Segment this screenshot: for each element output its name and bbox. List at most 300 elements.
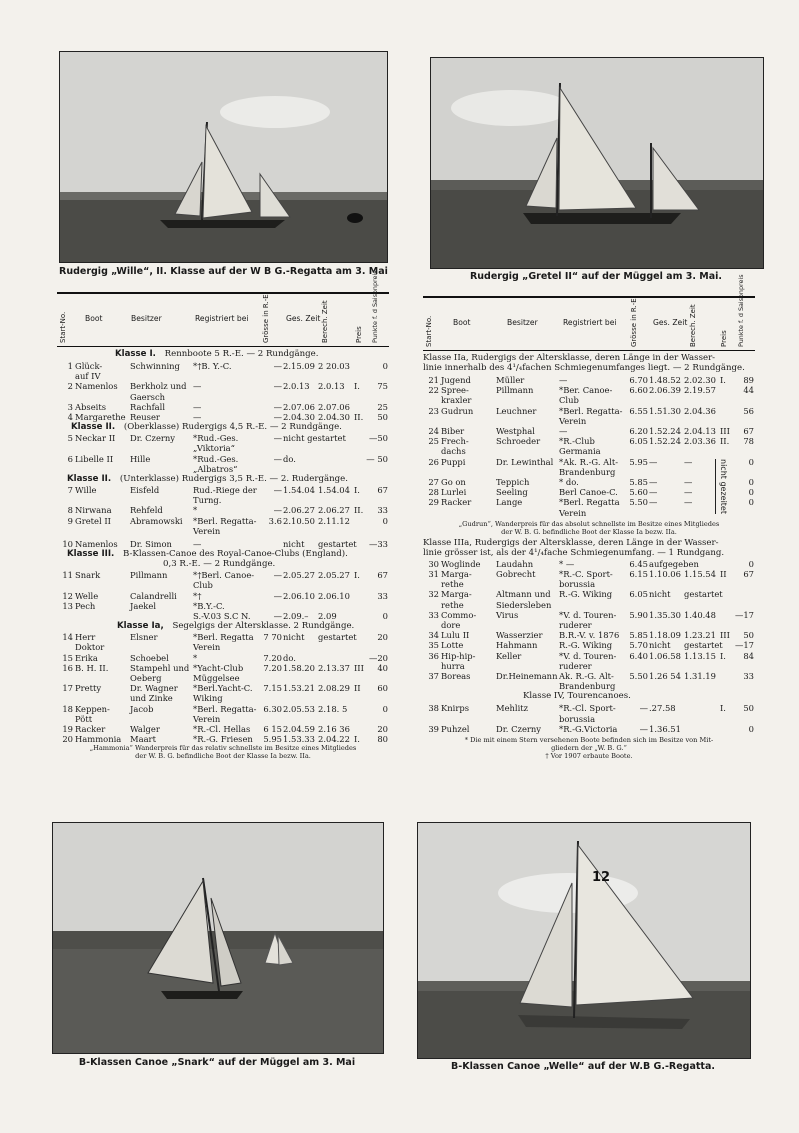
cell-start-no: 33: [428, 609, 439, 620]
cell-ges-zeit: —: [649, 487, 658, 498]
cell-punkte: 0: [382, 361, 388, 371]
cell-berech-zeit: 2.19.57: [684, 385, 716, 396]
cell-registriert: Verein: [193, 525, 221, 536]
cell-start-no: 17: [62, 683, 73, 694]
cell-punkte: 0: [748, 456, 754, 467]
cell-punkte: 25: [377, 401, 388, 412]
cell-besitzer: Stampehl und: [130, 662, 190, 673]
cell-besitzer: Dr. Lewinthal: [496, 456, 554, 467]
cell-groesse: —: [273, 381, 282, 392]
cell-groesse: —: [273, 485, 282, 495]
cell-ges-zeit: 2.04.59: [283, 724, 315, 734]
cell-groesse: 5.50: [629, 671, 648, 681]
sail-number: 12: [592, 870, 611, 885]
cell-start-no: 13: [62, 600, 73, 611]
table-row: [423, 681, 755, 691]
cell-start-no: 36: [428, 650, 439, 661]
cell-boot: Marga-: [441, 589, 472, 600]
cell-registriert: *R.-Cl. Hellas: [193, 724, 251, 734]
caption-gretel: Rudergig „Gretel II“ auf der Müggel am 3. Mai.: [469, 271, 723, 282]
cell-berech-zeit: 2.11.12: [318, 515, 350, 526]
cell-start-no: 1: [67, 361, 73, 371]
table-row: [423, 620, 755, 630]
table-row: [57, 495, 389, 505]
cell-punkte: 33: [377, 590, 388, 601]
cell-boot: Knirps: [441, 703, 469, 714]
cell-registriert: R.-G. Wiking: [559, 589, 613, 600]
cell-berech-zeit: 2.0.13: [318, 381, 345, 392]
cell-start-no: 30: [428, 558, 439, 569]
cell-boot: Gudrun: [441, 405, 474, 416]
table-row: [57, 601, 389, 611]
cell-besitzer: Rachfall: [130, 401, 166, 412]
table-row: [423, 416, 755, 426]
cell-boot: Boreas: [441, 671, 471, 681]
header-groesse: Grösse in R.-E.: [262, 292, 270, 343]
cell-boot: Namenlos: [75, 539, 118, 549]
cell-berech-zeit: 2.04.30: [318, 412, 350, 422]
cell-berech-zeit: 2.05.27: [318, 570, 350, 581]
cell-groesse: 5.90: [629, 609, 648, 620]
cell-besitzer: Müller: [496, 375, 525, 385]
cell-besitzer: Lange: [496, 497, 523, 508]
photo-rudergig-wille: [59, 51, 388, 263]
cell-berech-zeit: 2 20.03: [318, 361, 350, 371]
table-row: [57, 505, 389, 515]
cell-start-no: 31: [428, 569, 439, 579]
table-row: [57, 485, 389, 495]
cell-start-no: 11: [62, 570, 73, 581]
cell-groesse: 6.40: [629, 650, 648, 661]
cell-registriert: *Berl. Regatta: [193, 632, 254, 643]
cell-boot: Doktor: [75, 642, 105, 653]
cell-start-no: 21: [428, 375, 439, 385]
cell-preis: I.: [354, 570, 360, 581]
cell-boot: Herr: [75, 632, 96, 643]
cell-punkte: —20: [368, 652, 388, 663]
cell-ges-zeit: 1.06.58: [649, 650, 681, 661]
cell-preis: III: [720, 426, 730, 436]
table-row: [423, 395, 755, 405]
table-row: [423, 446, 755, 456]
cell-start-no: 15: [62, 652, 73, 663]
header-start-no: Start-No.: [59, 311, 67, 343]
cell-besitzer: Pillmann: [496, 385, 534, 396]
cell-registriert: Club: [559, 395, 579, 406]
table-row: [57, 591, 389, 601]
cell-punkte: 0: [748, 558, 754, 569]
caption-welle: B-Klassen Canoe „Welle“ auf der W.B G.-Regatta.: [451, 1061, 715, 1072]
cell-groesse: —: [273, 590, 282, 601]
table-row: [57, 663, 389, 673]
class-description: (Oberklasse) Rudergigs 4,5 R.-E. — 2 Rundgänge.: [121, 422, 342, 433]
cell-start-no: 2: [67, 381, 73, 392]
footnote: der W. B. G. befindliche Boot der Klasse Ia bezw. IIa.: [135, 752, 311, 761]
table-row: [423, 589, 755, 599]
class-title: Klasse II.: [71, 422, 116, 433]
cell-registriert: *Berl. Regatta-: [193, 703, 257, 714]
cell-ges-zeit: 2.10.50: [283, 515, 315, 526]
cell-punkte: 80: [377, 734, 388, 745]
table-row: [57, 371, 389, 381]
cell-besitzer: Siedersleben: [496, 599, 552, 610]
cell-registriert: Ak. R.-G. Alt-: [559, 671, 614, 681]
cell-preis: II: [720, 569, 727, 579]
table-row: [57, 464, 389, 474]
cell-registriert: *Yacht-Club: [193, 662, 244, 673]
class-heading: [67, 549, 348, 559]
table-row: [57, 724, 389, 734]
cell-besitzer: Berkholz und: [130, 381, 187, 392]
cell-groesse: 7.15: [263, 683, 282, 694]
cell-berech-zeit: gestartet: [684, 589, 723, 600]
cell-groesse: —: [273, 505, 282, 516]
cell-boot: Go on: [441, 477, 466, 487]
cell-registriert: borussia: [559, 713, 596, 724]
cell-besitzer: Oeberg: [130, 673, 162, 683]
cell-groesse: —: [273, 433, 282, 444]
cell-registriert: Rud.-Riege der: [193, 485, 257, 495]
cell-boot: hurra: [441, 660, 465, 671]
table-row: [57, 570, 389, 580]
cell-groesse: —: [639, 703, 648, 714]
cell-start-no: 4: [67, 412, 73, 422]
table-row: [57, 704, 389, 714]
cell-boot: Commo-: [441, 609, 477, 620]
table-row: [423, 703, 755, 713]
cell-registriert: R.-G. Wiking: [559, 640, 613, 651]
cell-groesse: 6.05: [629, 436, 648, 447]
cell-ges-zeit: 2.06.39: [649, 385, 681, 396]
table-row: [423, 651, 755, 661]
cell-ges-zeit: do.: [283, 652, 296, 663]
cell-ges-zeit: nicht gestartet: [283, 433, 346, 444]
table-row: [423, 610, 755, 620]
cell-groesse: —: [273, 453, 282, 464]
cell-ges-zeit: 1.35.30: [649, 609, 681, 620]
cell-groesse: 6.55: [629, 405, 648, 416]
cell-punkte: 0: [748, 487, 754, 498]
cell-berech-zeit: 2.07.06: [318, 401, 350, 412]
cell-punkte: 67: [743, 426, 754, 436]
cell-boot: Hammonia: [75, 734, 122, 745]
cell-ges-zeit: 1.54.04: [283, 485, 315, 495]
cell-punkte: 67: [743, 569, 754, 579]
table-row: [423, 600, 755, 610]
cell-boot: Welle: [75, 590, 99, 601]
cell-besitzer: Dr.Heinemann: [496, 671, 558, 681]
cell-punkte: 0: [748, 477, 754, 487]
cell-punkte: 0: [382, 515, 388, 526]
photo-rudergig-gretel: [430, 57, 764, 269]
cell-punkte: 0: [382, 611, 388, 621]
table-row: [423, 436, 755, 446]
cell-registriert: * do.: [559, 477, 579, 487]
cell-groesse: 6.60: [629, 385, 648, 396]
photo-canoe-welle: [417, 822, 751, 1059]
cell-start-no: 16: [62, 662, 73, 673]
cell-registriert: ruderer: [559, 660, 592, 671]
cell-boot: Jugend: [441, 375, 471, 385]
caption-wille: Rudergig „Wille“, II. Klasse auf der W B G.-Regatta am 3. Mai: [59, 266, 388, 277]
header-ges-zeit: Ges. Zeit: [286, 314, 321, 323]
cell-besitzer: Keller: [496, 650, 522, 661]
class-heading: linie innerhalb des 4¹/₄fachen Schmiegenumfanges liegt. — 2 Rundgänge.: [423, 363, 745, 373]
cell-start-no: 22: [428, 385, 439, 396]
cell-start-no: 37: [428, 671, 439, 681]
cell-registriert: *: [193, 652, 198, 663]
cell-boot: Racker: [75, 724, 106, 734]
cell-boot: Namenlos: [75, 381, 118, 392]
cell-registriert: Germania: [559, 446, 601, 457]
cell-berech-zeit: 2.03.36: [684, 436, 716, 447]
cell-start-no: 34: [428, 630, 439, 641]
class-description: 0,3 R.-E. — 2 Rundgänge.: [163, 559, 276, 570]
cell-boot: rethe: [441, 579, 464, 590]
cell-registriert: S.-V.03 S.C N.: [193, 611, 251, 621]
cell-groesse: 6.05: [629, 589, 648, 600]
cell-besitzer: Walger: [130, 724, 160, 734]
cell-registriert: Turng.: [193, 495, 222, 506]
table-row: [57, 443, 389, 453]
cell-preis: III: [720, 630, 730, 641]
table-row: [423, 661, 755, 671]
cell-groesse: 7.20: [263, 652, 282, 663]
cell-boot: rethe: [441, 599, 464, 610]
cell-ges-zeit: 1.51.30: [649, 405, 681, 416]
cell-registriert: * —: [559, 558, 575, 569]
header-punkte: Punkte f. d Saisonpreis: [371, 270, 379, 343]
cell-start-no: 29: [428, 497, 439, 508]
cell-besitzer: Hille: [130, 453, 151, 464]
header-ges-zeit: Ges. Zeit: [653, 318, 688, 327]
cell-groesse: 7.20: [263, 662, 282, 673]
cell-berech-zeit: 2.09: [318, 611, 337, 621]
cell-start-no: 24: [428, 426, 439, 436]
table-row: [423, 559, 755, 569]
cell-berech-zeit: —: [684, 487, 693, 498]
cell-boot: Lurlei: [441, 487, 467, 498]
cell-punkte: 33: [377, 505, 388, 516]
cell-registriert: Verein: [559, 507, 587, 518]
cell-registriert: *R.-C. Sport-: [559, 569, 613, 579]
cell-ges-zeit: 2.05.53: [283, 703, 315, 714]
header-preis: Preis: [355, 326, 363, 343]
cell-preis: I.: [720, 703, 726, 714]
cell-besitzer: Dr. Simon: [130, 539, 172, 549]
table-row: [423, 467, 755, 477]
cell-boot: Erika: [75, 652, 98, 663]
class-heading: Klasse IIa, Rudergigs der Altersklasse, deren Länge in der Wasser-: [423, 353, 716, 363]
cell-besitzer: Dr. Czerny: [130, 433, 176, 444]
cell-ges-zeit: 1.52.24: [649, 436, 681, 447]
cell-boot: Nirwana: [75, 505, 112, 516]
cell-start-no: 19: [62, 724, 73, 734]
cell-start-no: 23: [428, 405, 439, 416]
cell-start-no: 32: [428, 589, 439, 600]
cell-registriert: *R.-G.Victoria: [559, 723, 618, 734]
table-row: [57, 642, 389, 652]
cell-boot: Wille: [75, 485, 97, 495]
cell-besitzer: Laudahn: [496, 558, 534, 569]
cell-boot: Snark: [75, 570, 101, 581]
table-row: [57, 539, 389, 549]
cell-berech-zeit: 1.40.48: [684, 609, 716, 620]
cell-ges-zeit: nicht: [649, 640, 671, 651]
cell-ges-zeit: 2.07.06: [283, 401, 315, 412]
cell-registriert: *Berl. Regatta-: [193, 515, 257, 526]
table-row: [423, 497, 755, 507]
class-title: Klasse I.: [115, 349, 156, 359]
cell-boot: Biber: [441, 426, 465, 436]
cell-punkte: 0: [748, 723, 754, 734]
cell-berech-zeit: 2.08.29: [318, 683, 350, 694]
cell-start-no: 7: [67, 485, 73, 495]
cell-besitzer: Hahmann: [496, 640, 538, 651]
table-row: [423, 630, 755, 640]
table-row: [57, 611, 389, 621]
cell-berech-zeit: 1.23.21: [684, 630, 716, 641]
photo-canoe-snark: [52, 822, 384, 1054]
cell-start-no: 27: [428, 477, 439, 487]
cell-ges-zeit: do.: [283, 453, 296, 464]
cell-boot: Lulu II: [441, 630, 470, 641]
cell-besitzer: Jacob: [130, 703, 154, 714]
footnote: „Hammonia“ Wanderpreis für das relativ schnellste im Besitze eines Mitgliedes: [89, 744, 357, 753]
cell-ges-zeit: 2.06.10: [283, 590, 315, 601]
cell-preis: I.: [354, 734, 360, 745]
cell-boot: dachs: [441, 446, 466, 457]
cell-punkte: 67: [377, 570, 388, 581]
cell-registriert: *Berl. Regatta-: [559, 405, 623, 416]
class-title: Klasse Ia,: [117, 621, 164, 632]
cell-groesse: 5.95: [263, 734, 282, 745]
cell-registriert: —: [193, 401, 202, 412]
footnote: † Vor 1907 erbaute Boote.: [545, 752, 633, 760]
header-berech: Berech. Zeit: [321, 300, 329, 343]
cell-start-no: 35: [428, 640, 439, 651]
cell-groesse: —: [273, 611, 282, 621]
cell-punkte: 40: [377, 662, 388, 673]
cell-besitzer: Rehfeld: [130, 505, 163, 516]
cell-berech-zeit: 2.06.27: [318, 505, 350, 516]
cell-ges-zeit: —: [649, 456, 658, 467]
cell-preis: I.: [720, 650, 726, 661]
cell-punkte: 67: [377, 485, 388, 495]
cell-punkte: 89: [743, 375, 754, 385]
cell-start-no: 28: [428, 487, 439, 498]
table-row: [57, 714, 389, 724]
cell-berech-zeit: —: [684, 497, 693, 508]
cell-besitzer: Schroeder: [496, 436, 541, 447]
cell-berech-zeit: gestartet: [318, 632, 357, 643]
cell-besitzer: Gaersch: [130, 391, 166, 402]
class-heading: [117, 621, 354, 631]
class-title: Klasse III.: [67, 549, 115, 560]
cell-besitzer: Maart: [130, 734, 156, 745]
table-row: [423, 487, 755, 497]
cell-berech-zeit: 2.04.36: [684, 405, 716, 416]
cell-punkte: 0: [748, 497, 754, 508]
cell-punkte: 50: [377, 412, 388, 422]
cell-boot: auf IV: [75, 371, 101, 382]
class-heading: [115, 349, 319, 359]
cell-preis: III: [354, 662, 364, 673]
cell-groesse: 6 15: [263, 724, 282, 734]
cell-berech-zeit: gestartet: [318, 539, 357, 549]
cell-start-no: 6: [67, 453, 73, 464]
cell-registriert: Club: [193, 580, 213, 591]
cell-start-no: 12: [62, 590, 73, 601]
cell-groesse: 6.15: [629, 569, 648, 579]
cell-registriert: *: [193, 505, 198, 516]
header-berech: Berech. Zeit: [689, 304, 697, 347]
header-start-no: Start-No.: [425, 315, 433, 347]
cell-groesse: 6.20: [629, 426, 648, 436]
table-row: [423, 426, 755, 436]
cell-ges-zeit: 1.52.24: [649, 426, 681, 436]
cell-groesse: 5.70: [629, 640, 648, 651]
cell-punkte: 56: [743, 405, 754, 416]
cell-boot: Margarethe: [75, 412, 126, 422]
table-row: [57, 526, 389, 536]
cell-besitzer: Dr. Czerny: [496, 723, 542, 734]
table-row: [423, 375, 755, 385]
table-row: [57, 734, 389, 744]
class-heading: [67, 474, 348, 484]
cell-boot: Keppen-: [75, 703, 110, 714]
table-row: [423, 457, 755, 467]
table-row: [57, 433, 389, 443]
cell-registriert: *†: [193, 590, 202, 601]
cell-berech-zeit: 2.06.10: [318, 590, 350, 601]
class-description: (Unterklasse) Rudergigs 3,5 R.-E. — 2. Rudergänge.: [117, 474, 348, 484]
cell-registriert: *†Berl. Canoe-: [193, 570, 255, 581]
cell-registriert: Verein: [193, 713, 221, 724]
table-row: [57, 361, 389, 371]
cell-boot: Neckar II: [75, 433, 116, 444]
cell-registriert: borussia: [559, 579, 596, 590]
table-row: [423, 477, 755, 487]
cell-boot: kraxler: [441, 395, 472, 406]
header-punkte: Punkte f. d Saisonpreis: [737, 274, 745, 347]
cell-registriert: *Ber. Canoe-: [559, 385, 613, 396]
cell-besitzer: Eisfeld: [130, 485, 160, 495]
cell-boot: Hip-hip-: [441, 650, 476, 661]
cell-groesse: 5.50: [629, 497, 648, 508]
cell-punkte: 50: [743, 703, 754, 714]
footnote: der W. B. G. befindliche Boot der Klasse Ia bezw. IIa.: [501, 527, 677, 536]
cell-boot: Abseits: [75, 401, 107, 412]
header-preis: Preis: [720, 330, 728, 347]
cell-berech-zeit: 1.54.04: [318, 485, 350, 495]
cell-besitzer: Schoebel: [130, 652, 169, 663]
cell-punkte: —17: [734, 609, 754, 620]
cell-punkte: 60: [377, 683, 388, 694]
cell-ges-zeit: aufgegeben: [649, 558, 699, 569]
cell-berech-zeit: gestartet: [684, 640, 723, 651]
header-registriert: Registriert bei: [563, 318, 617, 327]
cell-preis: I.: [720, 375, 726, 385]
cell-groesse: —: [639, 723, 648, 734]
cell-punkte: —50: [368, 433, 388, 444]
cell-berech-zeit: 2.18. 5: [318, 703, 348, 714]
cell-start-no: 9: [67, 515, 73, 526]
cell-start-no: 26: [428, 456, 439, 467]
cell-registriert: *V. d. Touren-: [559, 609, 617, 620]
header-boot: Boot: [453, 318, 471, 327]
cell-registriert: „Albatros“: [193, 463, 238, 474]
